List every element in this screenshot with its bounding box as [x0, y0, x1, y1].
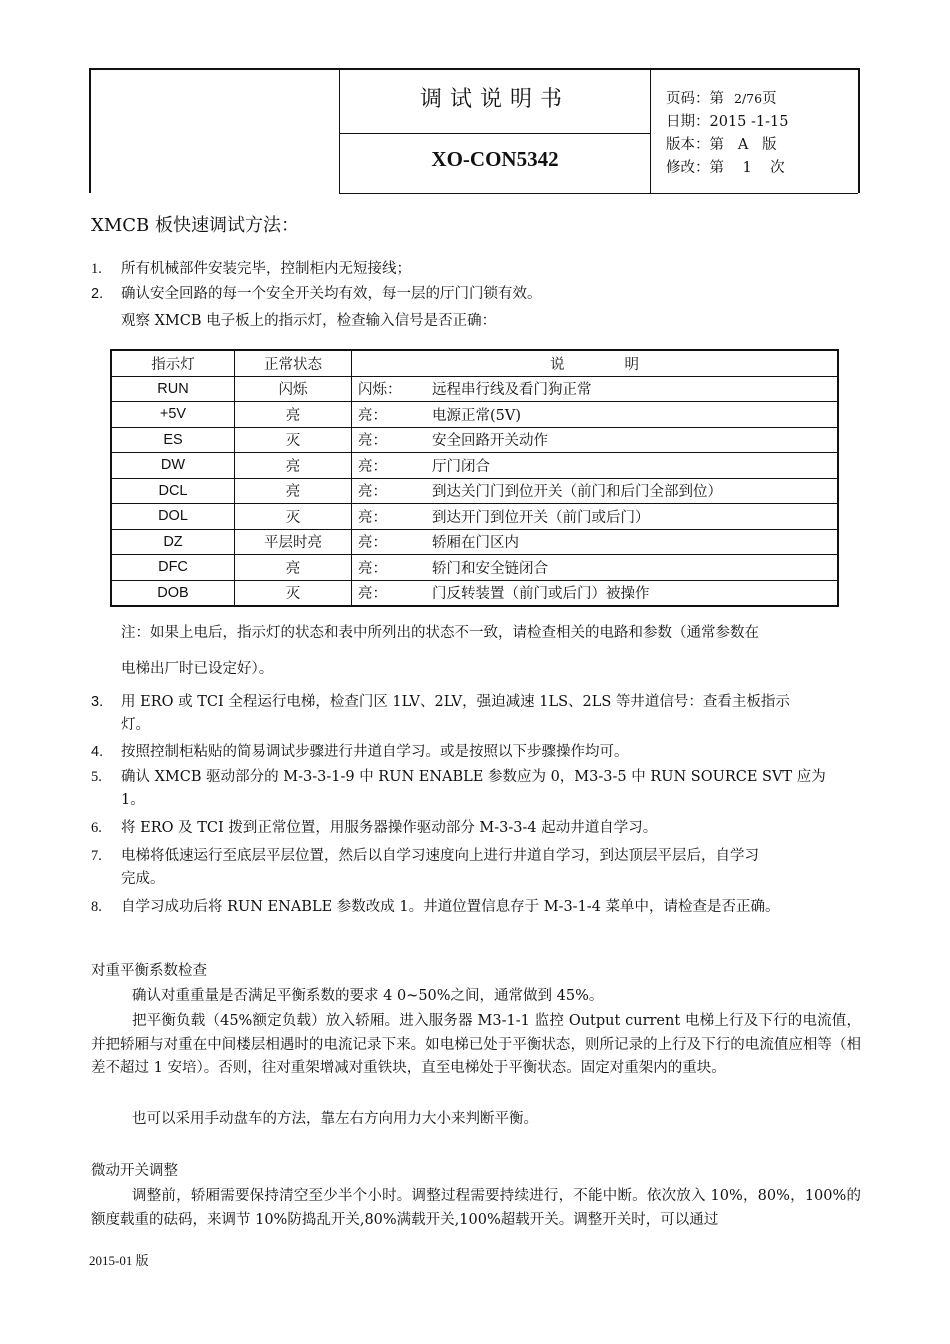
list-text: 确认安全回路的每一个安全开关均有效，每一层的厅门门锁有效。	[121, 286, 542, 302]
list-number: 3.	[91, 694, 104, 710]
led-desc-prefix: 亮：	[358, 509, 387, 526]
led-desc-cell	[352, 427, 839, 453]
table-header-row	[111, 350, 838, 376]
meta-version	[666, 134, 789, 157]
led-name: DFC	[111, 555, 235, 581]
led-name: DOB	[111, 580, 235, 606]
led-desc-prefix: 亮：	[358, 433, 387, 450]
table-row	[111, 504, 838, 530]
document-header	[89, 68, 860, 193]
list-text-line1: 电梯将低速运行至底层平层位置，然后以自学习速度向上进行井道自学习，到达顶层平层后，自学习	[121, 848, 759, 864]
meta-page-value: 2/76	[734, 91, 763, 106]
meta-page	[666, 87, 789, 111]
led-desc: 到达开门到位开关（前门或后门）	[432, 509, 650, 526]
led-state: 灭	[235, 580, 352, 606]
led-desc-cell	[352, 478, 839, 504]
meta-date	[666, 111, 789, 134]
meta-date-label: 日期：	[666, 114, 710, 130]
led-desc: 轿厢在门区内	[432, 535, 519, 552]
table-header-desc: 说明	[352, 350, 839, 376]
list-number: 7.	[91, 848, 102, 864]
balance-paragraph: 确认对重重量是否满足平衡系数的要求 4 0~50%之间，通常做到 45%。	[132, 988, 604, 1004]
table-row	[111, 427, 838, 453]
table-row	[111, 580, 838, 606]
led-state: 亮	[235, 555, 352, 581]
meta-revision	[666, 157, 789, 180]
led-name: +5V	[111, 402, 235, 428]
led-desc-prefix: 亮：	[358, 535, 387, 552]
led-name: DCL	[111, 478, 235, 504]
led-desc-prefix: 亮：	[358, 586, 387, 603]
list-text-line1: 将 ERO 及 TCI 拨到正常位置，用服务器操作驱动部分 M-3-3-4 起动井道自学习。	[121, 820, 658, 836]
microswitch-paragraph: 调整前，轿厢需要保持清空至少半个小时。调整过程需要持续进行，不能中断。依次放入 10%，80%，100%的额度载重的砝码，来调节 10%防捣乱开关,80%满载开关,100%超载开关。调整开关时，可以通过	[91, 1188, 861, 1228]
list-item	[91, 896, 861, 919]
meta-version-value: A	[737, 137, 749, 153]
list-item	[91, 258, 861, 281]
list-number: 6.	[91, 820, 102, 836]
header-rule	[339, 193, 858, 194]
led-state: 亮	[235, 453, 352, 479]
table-row	[111, 529, 838, 555]
list-item	[91, 845, 861, 891]
led-name: DW	[111, 453, 235, 479]
list-number: 2.	[91, 286, 104, 302]
header-rule	[339, 133, 651, 134]
led-desc: 厅门闭合	[432, 458, 490, 475]
led-state: 灭	[235, 427, 352, 453]
led-desc: 安全回路开关动作	[432, 433, 548, 450]
led-state: 闪烁	[235, 376, 352, 402]
led-desc-cell	[352, 402, 839, 428]
document-title: 调试说明书	[419, 87, 570, 112]
balance-title: 对重平衡系数检查	[91, 963, 207, 979]
header-rule	[89, 70, 91, 193]
balance-paragraph: 也可以采用手动盘车的方法，靠左右方向用力大小来判断平衡。	[132, 1111, 538, 1127]
led-desc: 轿门和安全链闭合	[432, 560, 548, 577]
list-item	[91, 817, 861, 840]
list-text-line1: 自学习成功后将 RUN ENABLE 参数改成 1。井道位置信息存于 M-3-1-4 菜单中，请检查是否正确。	[121, 899, 780, 915]
indicator-table	[110, 349, 839, 607]
document-meta	[666, 87, 789, 180]
meta-revision-suffix: 次	[770, 160, 785, 176]
led-desc-prefix: 亮：	[358, 407, 387, 424]
microswitch-title: 微动开关调整	[91, 1163, 178, 1179]
led-desc-cell	[352, 529, 839, 555]
led-state: 平层时亮	[235, 529, 352, 555]
table-row	[111, 555, 838, 581]
note-line: 电梯出厂时已设定好）。	[121, 661, 274, 677]
led-state: 亮	[235, 478, 352, 504]
meta-date-value: 2015 -1-15	[709, 114, 789, 130]
list-item	[91, 741, 861, 764]
led-name: ES	[111, 427, 235, 453]
list-text-line1: 用 ERO 或 TCI 全程运行电梯，检查门区 1LV、2LV，强迫减速 1LS、2LS 等井道信号：查看主板指示	[121, 694, 790, 710]
table-row	[111, 402, 838, 428]
led-desc-cell	[352, 376, 839, 402]
led-desc-prefix: 亮：	[358, 560, 387, 577]
list-item	[91, 691, 861, 737]
led-desc-prefix: 亮：	[358, 484, 387, 501]
led-name: DOL	[111, 504, 235, 530]
list-number: 1.	[91, 261, 102, 277]
list-item	[91, 766, 861, 812]
meta-page-label: 页码：第	[666, 91, 724, 107]
list-text-line2: 完成。	[121, 871, 165, 887]
led-name: DZ	[111, 529, 235, 555]
table-row	[111, 478, 838, 504]
meta-revision-label: 修改：第	[666, 160, 724, 176]
table-header-led: 指示灯	[111, 350, 235, 376]
led-desc: 门反转装置（前门或后门）被操作	[432, 586, 650, 603]
table-row	[111, 376, 838, 402]
list-text-line2: 1。	[121, 792, 145, 808]
list-text-line1: 确认 XMCB 驱动部分的 M-3-3-1-9 中 RUN ENABLE 参数应为 0，M3-3-5 中 RUN SOURCE SVT 应为	[121, 769, 826, 785]
section-title: XMCB 板快速调试方法：	[91, 215, 299, 236]
table-header-state: 正常状态	[235, 350, 352, 376]
list-text-line1: 按照控制柜粘贴的简易调试步骤进行井道自学习。或是按照以下步骤操作均可。	[121, 744, 629, 760]
list-text: 所有机械部件安装完毕，控制柜内无短接线；	[121, 261, 411, 277]
meta-revision-value: 1	[742, 160, 752, 176]
led-name: RUN	[111, 376, 235, 402]
list-text-line2: 灯。	[121, 717, 150, 733]
led-desc-cell	[352, 504, 839, 530]
led-state: 亮	[235, 402, 352, 428]
led-desc: 远程串行线及看门狗正常	[432, 382, 592, 399]
header-rule	[650, 70, 651, 193]
note-line: 注：如果上电后，指示灯的状态和表中所列出的状态不一致，请检查相关的电路和参数（通常参数在	[121, 625, 759, 641]
list-number: 4.	[91, 744, 104, 760]
meta-version-label: 版本：第	[666, 137, 724, 153]
led-desc-cell	[352, 580, 839, 606]
list-number: 5.	[91, 769, 102, 785]
list-item	[91, 283, 861, 306]
led-desc-cell	[352, 453, 839, 479]
list-number: 8.	[91, 899, 102, 915]
table-row	[111, 453, 838, 479]
document-code: XO-CON5342	[431, 147, 559, 171]
led-desc-prefix: 亮：	[358, 458, 387, 475]
led-state: 灭	[235, 504, 352, 530]
led-desc-cell	[352, 555, 839, 581]
meta-page-suffix: 页	[762, 91, 777, 107]
led-desc: 电源正常(5V)	[432, 407, 522, 424]
balance-paragraph: 把平衡负载（45%额定负载）放入轿厢。进入服务器 M3-1-1 监控 Output current 电梯上行及下行的电流值，并把轿厢与对重在中间楼层相遇时的电流记录下来。如电梯已处于平衡状态，则所记录的上行及下行的电流值应相等（相差不超过 1 安培）。否则，往对重架增减对重铁块，直至电梯处于平衡状态。固定对重架内的重块。	[91, 1013, 861, 1076]
led-desc: 到达关门门到位开关（前门和后门全部到位）	[432, 484, 722, 501]
led-desc-prefix: 闪烁：	[358, 382, 402, 399]
meta-version-suffix: 版	[762, 137, 777, 153]
page-footer: 2015-01 版	[89, 1253, 149, 1268]
observe-line: 观察 XMCB 电子板上的指示灯，检查输入信号是否正确：	[121, 313, 497, 329]
